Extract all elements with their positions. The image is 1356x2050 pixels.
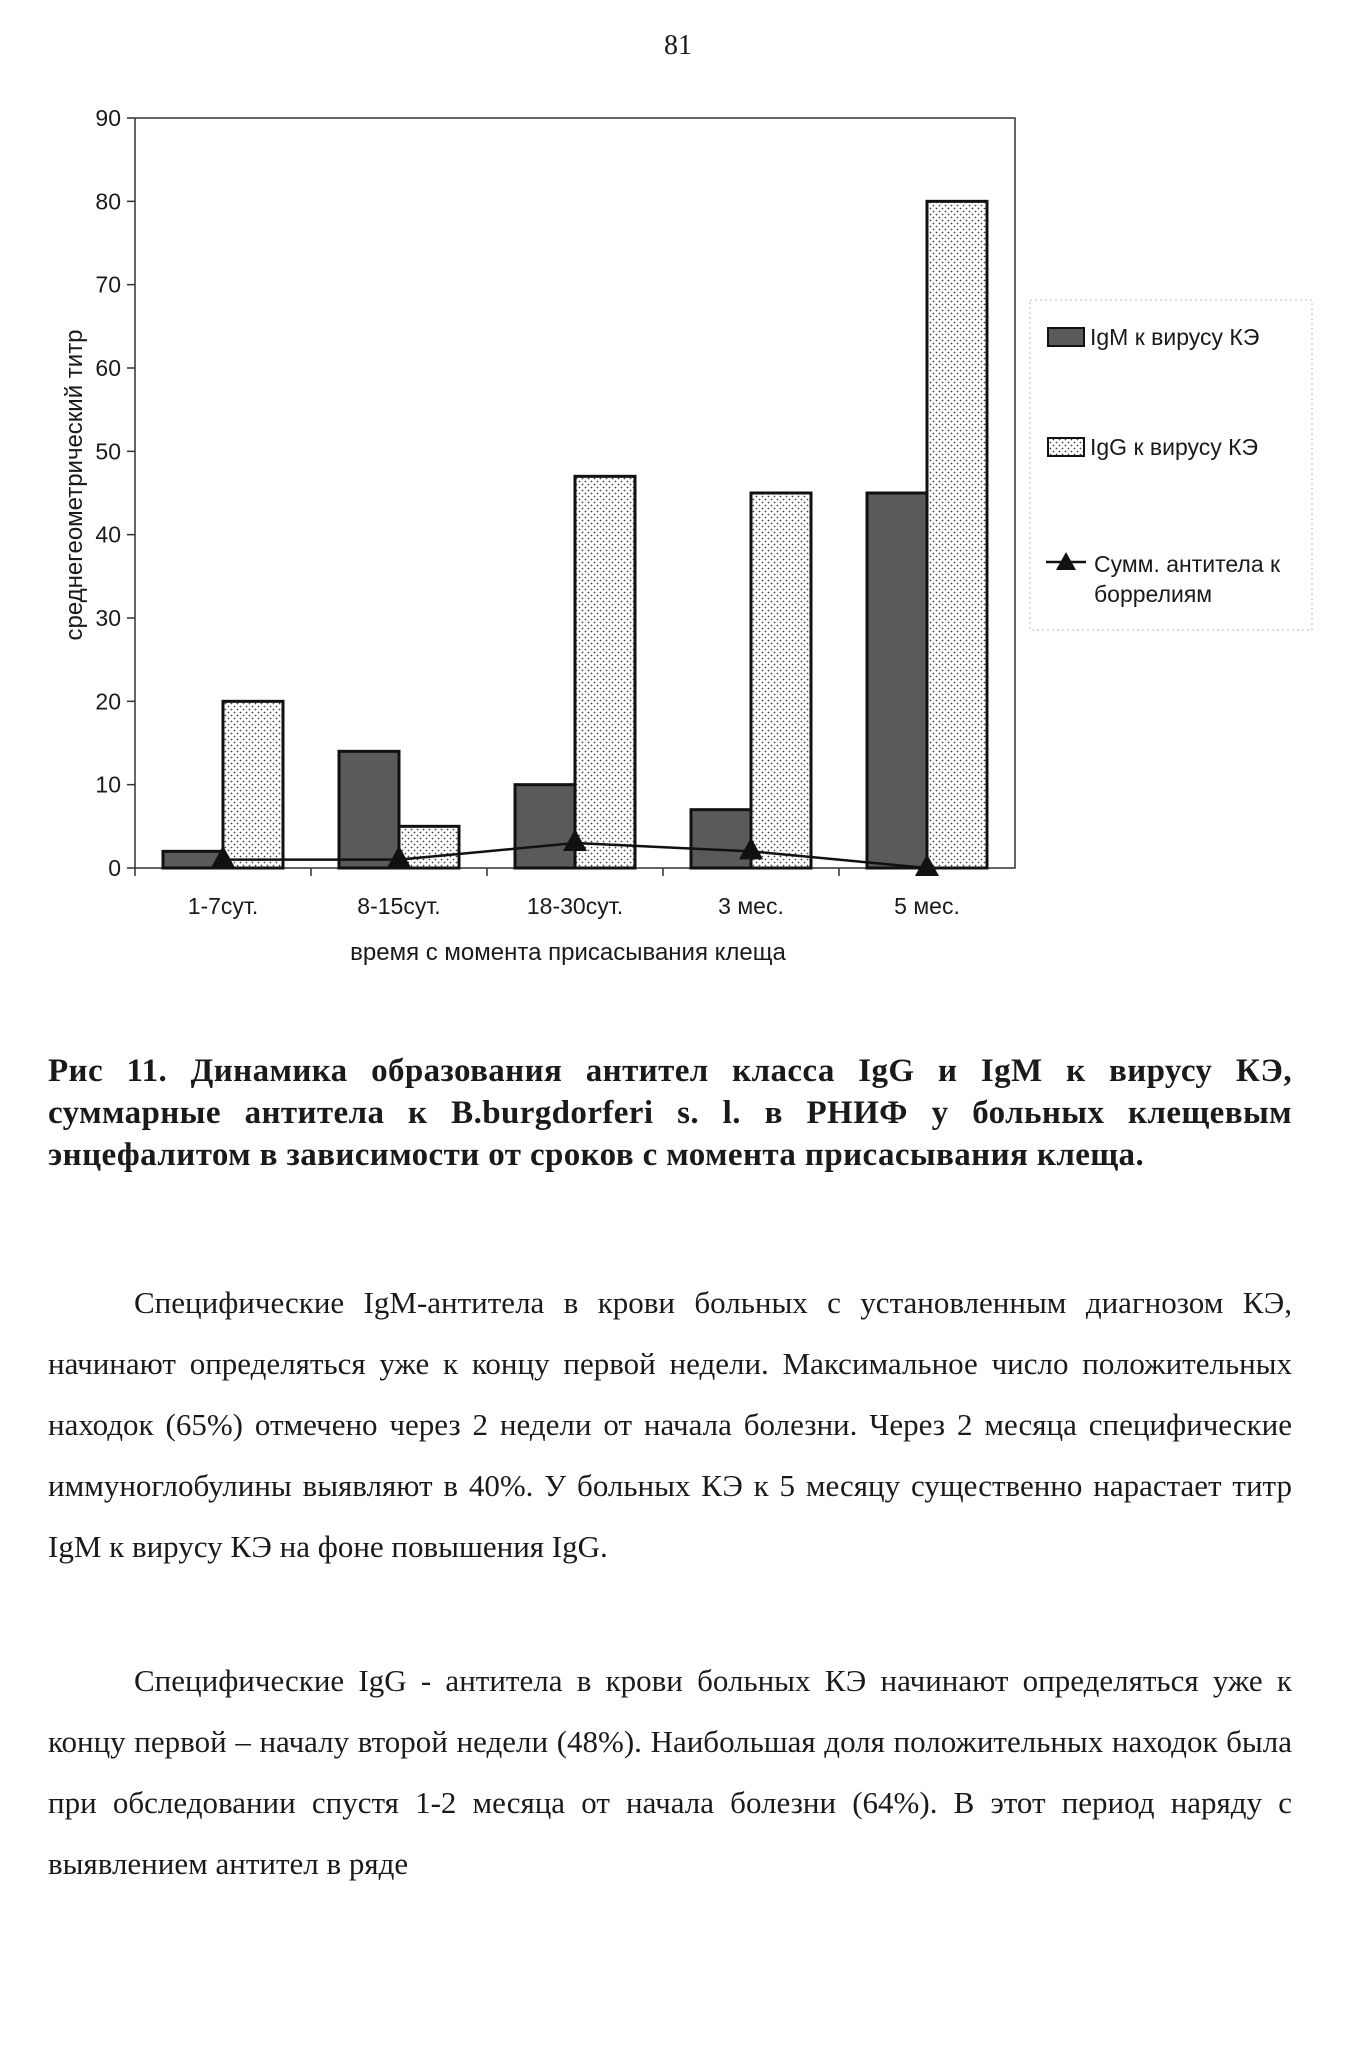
page-number: 81 [664,30,692,61]
y-tick-label: 10 [95,771,121,798]
igm-bar [867,493,927,868]
igg-bar [223,701,283,868]
chart-legend [1030,300,1312,630]
igm-bar [339,751,399,868]
y-tick-label: 40 [95,521,121,548]
body-paragraph-1: Специфические IgM-антитела в крови больных с установленным диагнозом КЭ, начинают определяться уже к концу первой недели. Максимальное число положительных находок (65%) отмечено через 2 недели от начала болезни. Через 2 месяца специфические иммуноглобулины выявляют в 40%. У больных КЭ к 5 месяцу существенно нарастает титр IgM к вирусу КЭ на фоне повышения IgG. [48,1285,1292,1564]
igg-bar [751,493,811,868]
x-axis [135,868,960,919]
y-tick-label: 0 [108,855,121,881]
bars-group [163,201,987,868]
legend-igg-swatch [1048,438,1084,456]
y-tick-label: 30 [95,605,121,631]
x-tick-label: 8-15сут. [357,893,441,919]
legend-igg-label: IgG к вирусу КЭ [1090,434,1259,460]
y-axis [95,105,135,881]
y-axis-label: среднегеометрический титр [61,329,88,641]
y-tick-label: 20 [95,688,121,715]
igm-bar [515,785,575,868]
legend-borrelia-label-line1: Сумм. антитела к [1094,551,1281,577]
igg-bar [575,476,635,868]
x-tick-label: 5 мес. [894,893,960,919]
igg-bar [927,201,987,868]
x-tick-label: 3 мес. [718,893,784,919]
y-tick-label: 90 [95,105,121,131]
y-tick-label: 60 [95,355,121,381]
figure-caption: Рис 11. Динамика образования антител класса IgG и IgM к вирусу КЭ, суммарные антитела к B.burgdorferi s. l. в РНИФ у больных клещевым энцефалитом в зависимости от сроков с момента присасывания клеща. [48,1053,1292,1173]
y-tick-label: 70 [95,271,121,298]
x-tick-label: 1-7сут. [187,893,259,919]
legend-igm-swatch [1048,328,1084,346]
legend-igm-label: IgM к вирусу КЭ [1090,324,1260,350]
legend-borrelia-label-line2: боррелиям [1094,581,1213,607]
y-tick-label: 80 [95,188,121,215]
body-paragraph-2: Специфические IgG - антитела в крови больных КЭ начинают определяться уже к концу первой – началу второй недели (48%). Наибольшая доля положительных находок была при обследовании спустя 1-2 месяца от начала болезни (64%). В этот период наряду с выявлением антител в ряде [48,1663,1292,1881]
y-tick-label: 50 [95,438,121,465]
legend-borrelia-label [1094,551,1287,607]
x-axis-label: время с момента присасывания клеща [350,939,786,966]
antibody-titer-chart [50,90,1320,1010]
igg-bar [399,826,459,868]
x-tick-label: 18-30сут. [526,893,624,919]
